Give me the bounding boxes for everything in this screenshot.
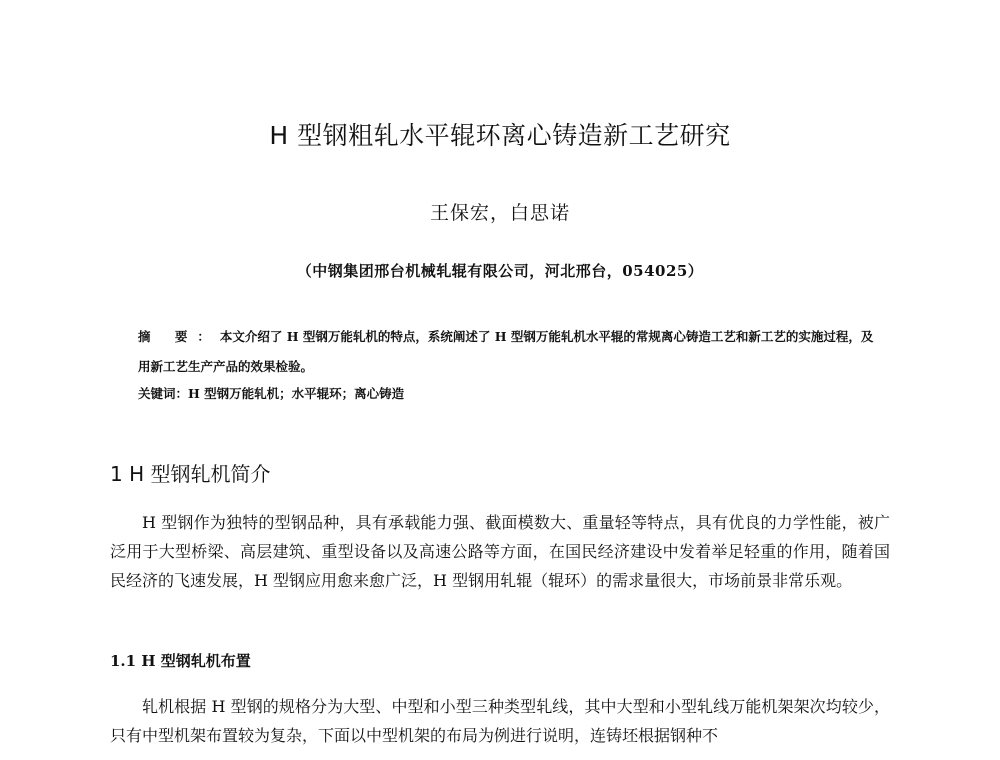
paper-authors: 王保宏，白思诺 (429, 202, 570, 224)
body-paragraph: 轧机根据 H 型钢的规格分为大型、中型和小型三种类型轧线，其中大型和小型轧线万能机架架次均较少，只有中型机架布置较为复杂，下面以中型机架的布局为例进行说明，连铸坯根据钢种不 (110, 697, 890, 745)
keywords-text: H 型钢万能轧机；水平辊环；离心铸造 (188, 386, 405, 401)
abstract-label: 摘 要： (138, 329, 220, 344)
section-heading: 1 H 型钢轧机简介 (110, 462, 271, 486)
paper-title: H 型钢粗轧水平辊环离心铸造新工艺研究 (269, 121, 731, 150)
paper-affiliation: （中钢集团邢台机械轧辊有限公司，河北邢台，054025） (296, 262, 704, 280)
body-paragraph: H 型钢作为独特的型钢品种，具有承载能力强、截面模数大、重量轻等特点，具有优良的力学性能，被广泛用于大型桥梁、高层建筑、重型设备以及高速公路等方面，在国民经济建设中发着举足轻重的作用，随着国民经济的飞速发展，H 型钢应用愈来愈广泛，H 型钢用轧辊（辊环）的需求量很大，市场前景非常乐观。 (110, 513, 890, 590)
abstract (138, 322, 878, 382)
keywords-label: 关键词： (138, 386, 189, 401)
abstract-text: 本文介绍了 H 型钢万能轧机的特点，系统阐述了 H 型钢万能轧机水平辊的常规离心铸造工艺和新工艺的实施过程，及用新工艺生产产品的效果检验。 (138, 329, 874, 374)
subsection-heading: 1.1 H 型钢轧机布置 (110, 652, 251, 670)
keywords (138, 384, 404, 402)
